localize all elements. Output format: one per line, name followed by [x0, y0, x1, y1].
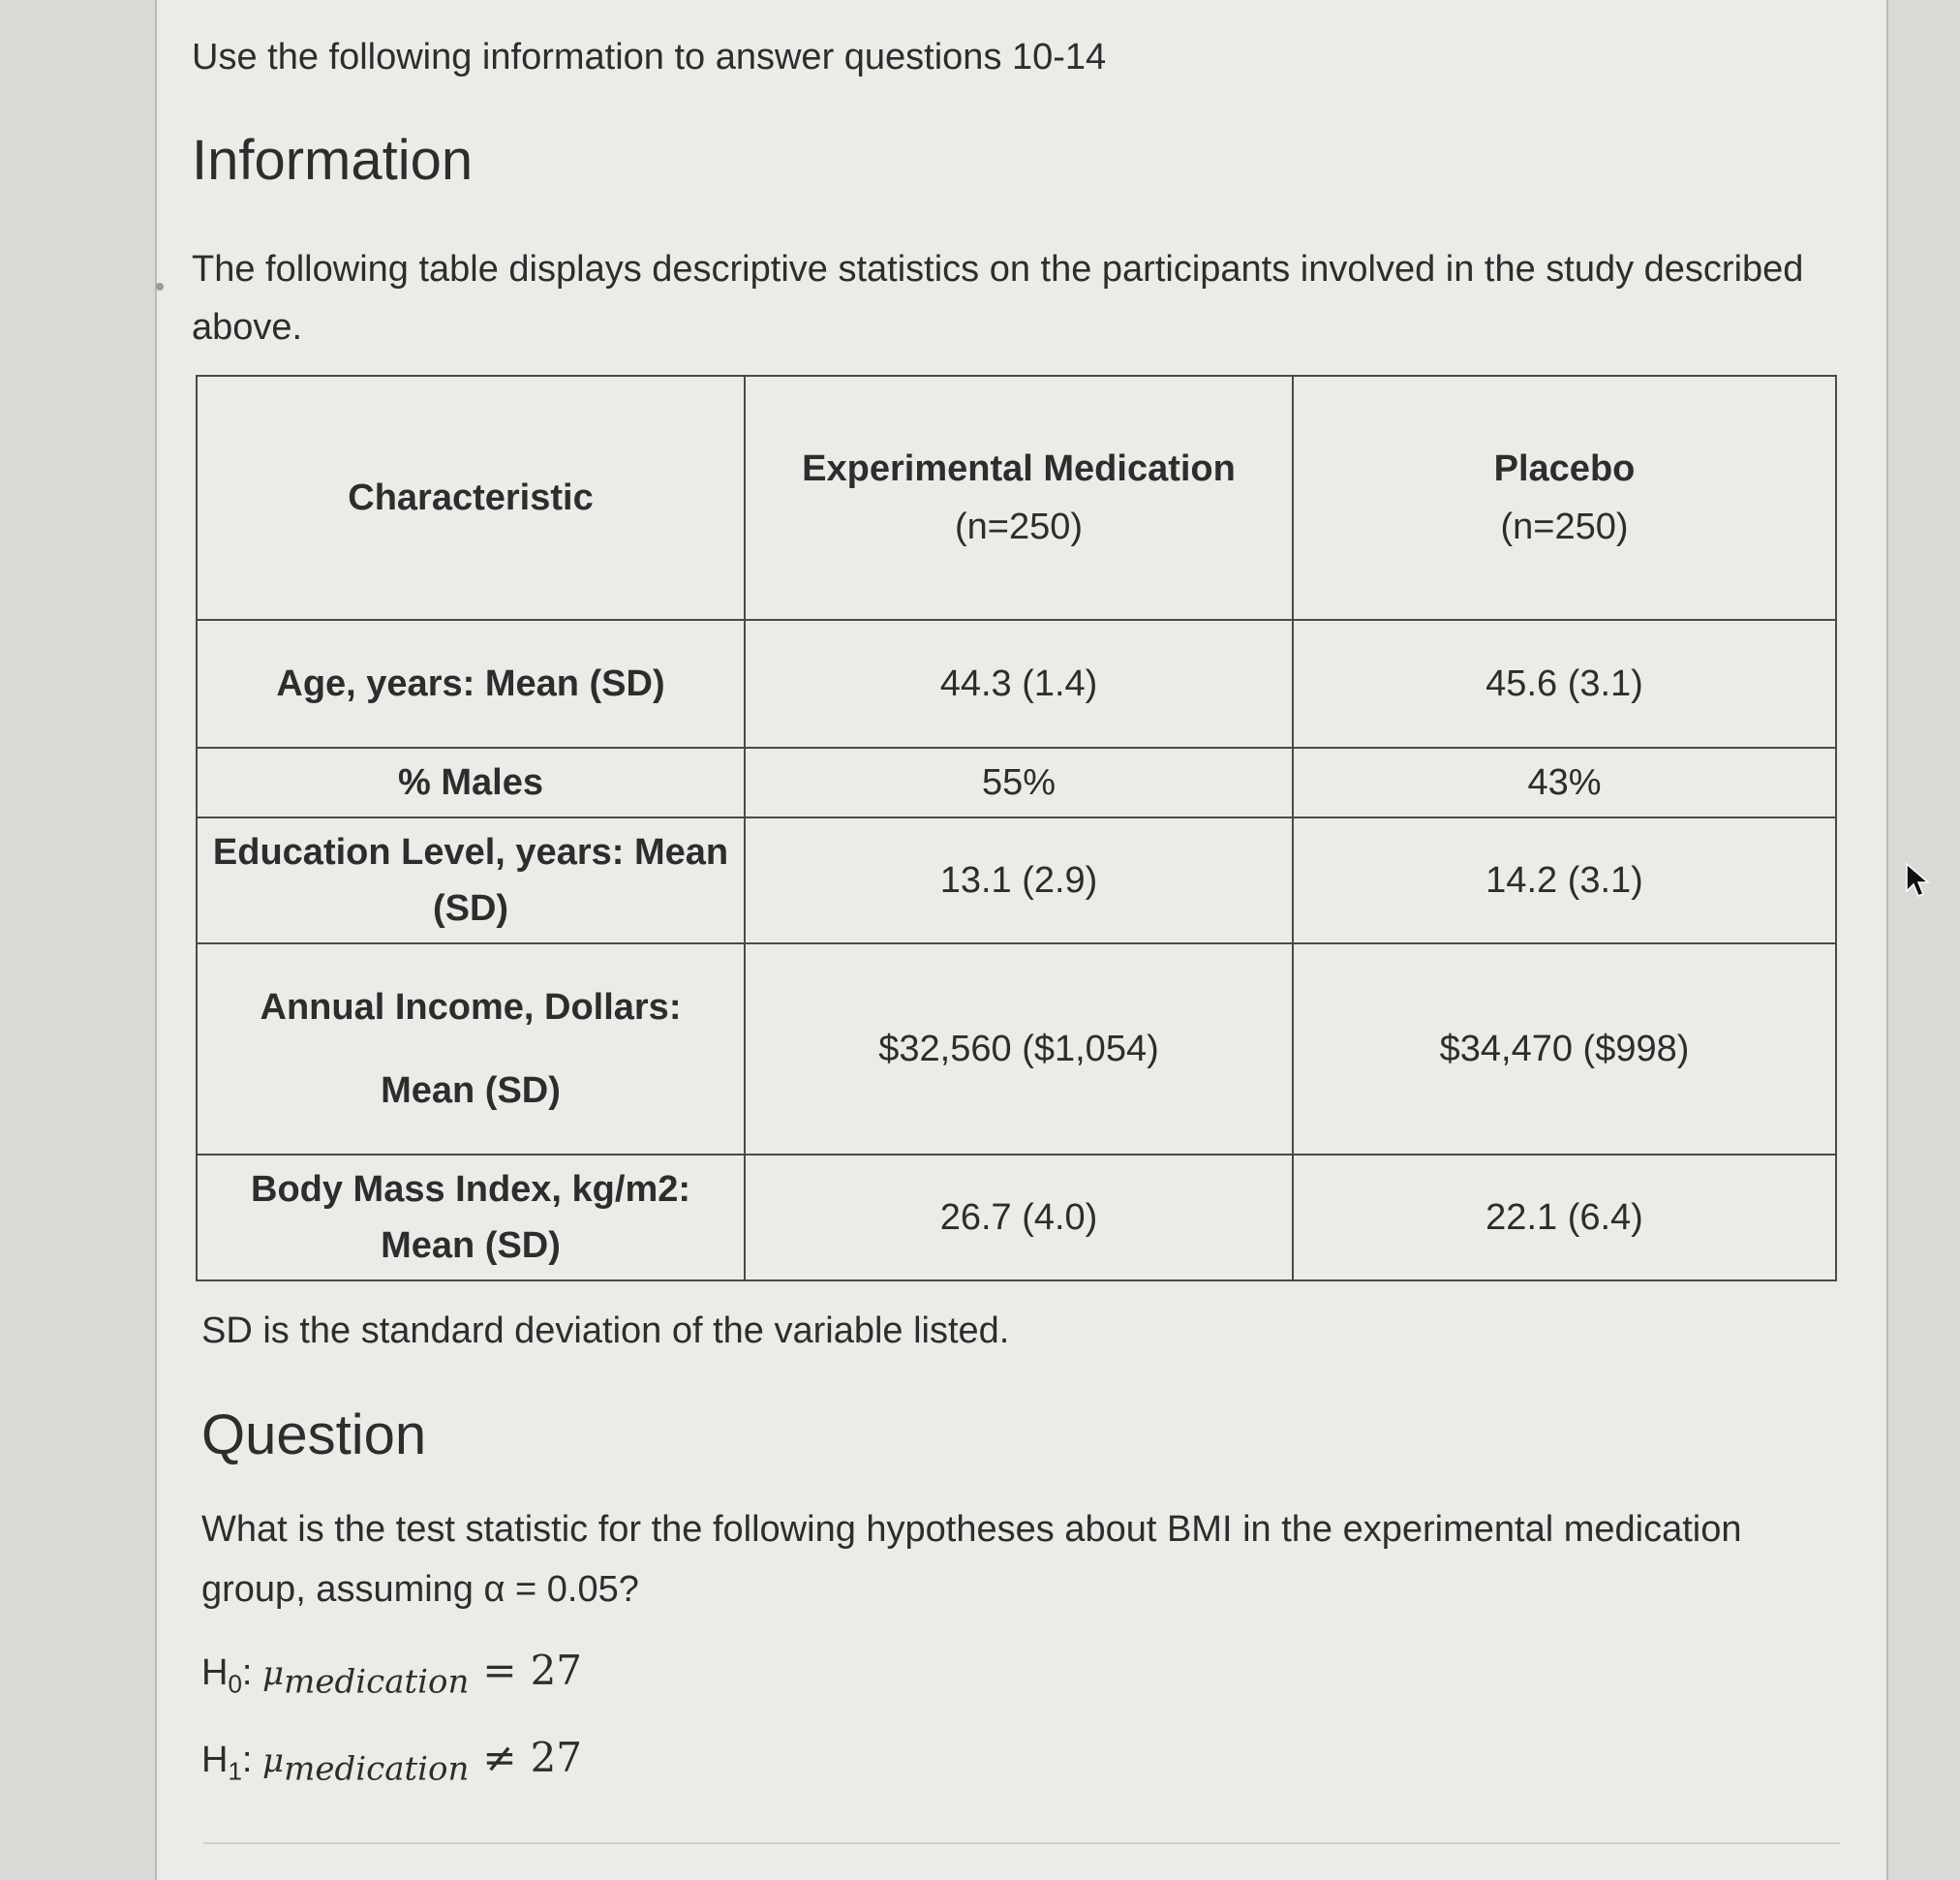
row-label-education: Education Level, years: Mean (SD)	[197, 817, 745, 943]
cell-medication-males: 55%	[745, 748, 1293, 817]
cell-placebo-income: $34,470 ($998)	[1293, 943, 1836, 1155]
information-heading: Information	[192, 129, 474, 192]
question-panel	[155, 0, 1888, 1880]
row-label-age: Age, years: Mean (SD)	[197, 620, 745, 748]
cell-placebo-age: 45.6 (3.1)	[1293, 620, 1836, 748]
row-label-males: % Males	[197, 748, 745, 817]
row-label-income: Annual Income, Dollars: Mean (SD)	[197, 943, 745, 1155]
table-header-row	[197, 376, 1836, 620]
sd-footnote: SD is the standard deviation of the variable listed.	[201, 1310, 1010, 1351]
bullet-dot-icon	[156, 283, 164, 291]
table-row	[197, 620, 1836, 748]
table-row	[197, 817, 1836, 943]
header-characteristic: Characteristic	[197, 376, 745, 620]
question-text: What is the test statistic for the following hypotheses about BMI in the experimental medication group, assuming α = 0.05?	[201, 1509, 1742, 1610]
cell-placebo-males: 43%	[1293, 748, 1836, 817]
cell-medication-income: $32,560 ($1,054)	[745, 943, 1293, 1155]
cell-medication-bmi: 26.7 (4.0)	[745, 1155, 1293, 1280]
intro-text: Use the following information to answer questions 10-14	[192, 37, 1107, 77]
null-hypothesis: $H_0$: $\mu_{medication} = 27$	[201, 1647, 583, 1702]
descriptive-statistics-table	[196, 375, 1837, 1281]
cell-medication-age: 44.3 (1.4)	[745, 620, 1293, 748]
table-row	[197, 943, 1836, 1155]
alternative-hypothesis: $H_1$: $\mu_{medication} \ne 27$	[201, 1734, 583, 1789]
header-placebo: Placebo (n=250)	[1293, 376, 1836, 620]
header-experimental-medication: Experimental Medication (n=250)	[745, 376, 1293, 620]
cell-medication-education: 13.1 (2.9)	[745, 817, 1293, 943]
mouse-pointer-icon	[1904, 862, 1931, 901]
cell-placebo-bmi: 22.1 (6.4)	[1293, 1155, 1836, 1280]
row-label-bmi: Body Mass Index, kg/m2: Mean (SD)	[197, 1155, 745, 1280]
table-row	[197, 748, 1836, 817]
question-heading: Question	[201, 1403, 427, 1466]
cell-placebo-education: 14.2 (3.1)	[1293, 817, 1836, 943]
section-divider	[203, 1842, 1840, 1844]
table-row	[197, 1155, 1836, 1280]
table-description: The following table displays descriptive statistics on the participants involved in the study described above.	[192, 249, 1804, 348]
